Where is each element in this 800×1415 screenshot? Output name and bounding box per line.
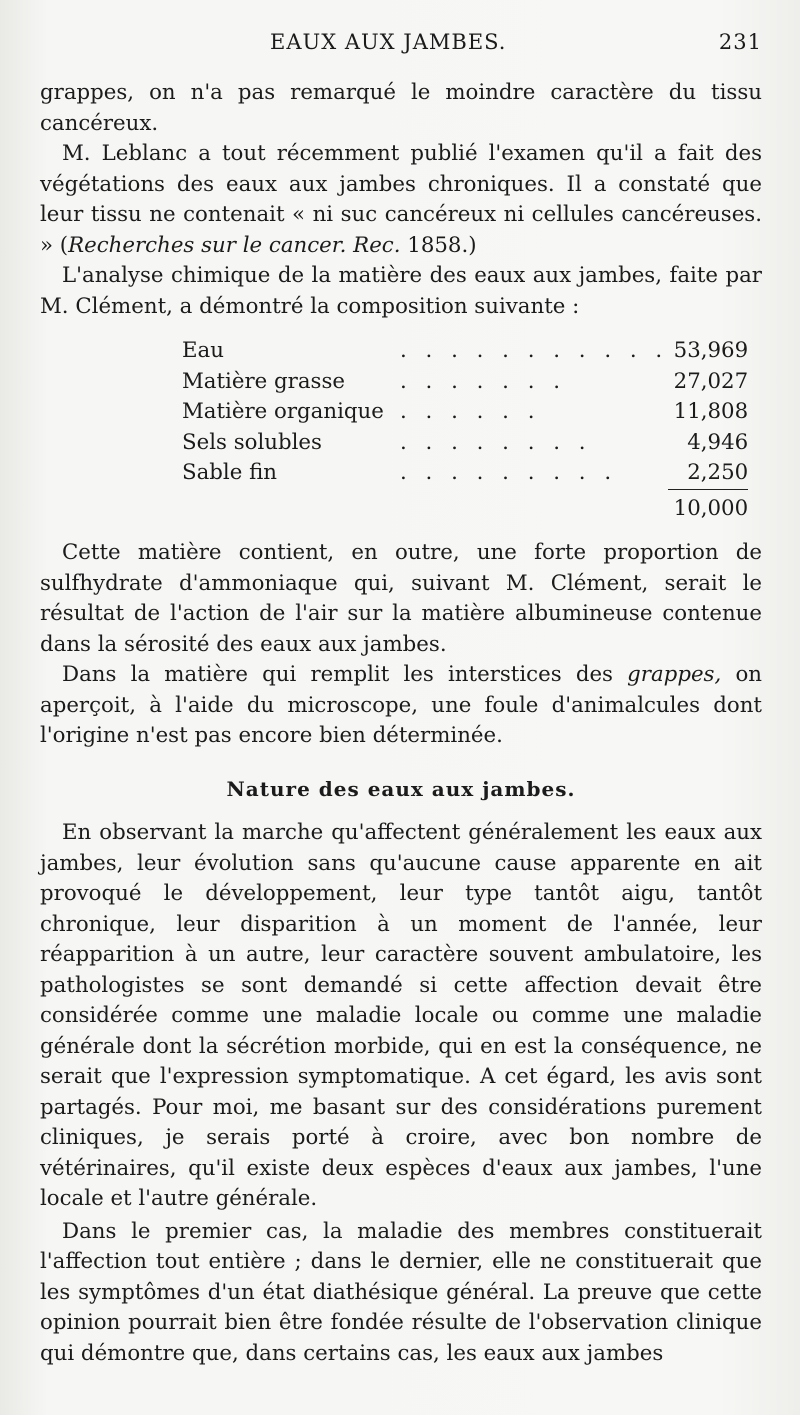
composition-row (182, 397, 748, 428)
page-header (40, 30, 762, 60)
composition-row (182, 428, 748, 459)
paragraph-leblanc (40, 139, 762, 261)
paragraph-premier-cas: Dans le premier cas, la maladie des membres constituerait l'affection tout entière ; dans le dernier, elle ne constituerait que les symptômes d'un état diathésique général. La preuve que cette opinion pourrait bien être fondée résulte de l'observation clinique qui démontre que, dans certains cas, les eaux aux jambes (40, 1218, 762, 1366)
leader-dots: . . . . . . . . . (400, 460, 618, 485)
component-name: Matière organique (182, 399, 384, 424)
composition-row (182, 367, 748, 398)
citation-title: Recherches sur le cancer. Rec. (68, 232, 401, 258)
leader-dots: . . . . . . . (400, 368, 567, 394)
composition-row (182, 458, 748, 489)
running-title: EAUX AUX JAMBES. (270, 30, 507, 54)
composition-total: 10,000 (668, 489, 748, 524)
page-body (40, 78, 762, 1369)
component-value: 11,808 (673, 399, 749, 424)
citation-year: 1858.) (400, 232, 477, 258)
leader-dots: . . . . . . . . . . . (400, 338, 669, 363)
page-number: 231 (718, 30, 762, 54)
paragraph-microscope (40, 660, 762, 752)
composition-total-row (182, 489, 748, 524)
section-heading: Nature des eaux aux jambes. (226, 776, 576, 801)
leader-dots: . . . . . . . . (400, 429, 592, 455)
component-name: Sels solubles (182, 429, 322, 455)
component-value: 27,027 (673, 368, 749, 394)
paragraph-microscope-text: Dans la matière qui remplit les interstices des (62, 662, 628, 687)
component-name: Sable fin (182, 460, 278, 485)
paragraph-continued: grappes, on n'a pas remarqué le moindre caractère du tissu cancéreux. (40, 80, 762, 136)
component-value: 2,250 (687, 460, 749, 485)
leader-dots: . . . . . . (400, 399, 541, 424)
paragraph-sulfhydrate: Cette matière contient, en outre, une forte proportion de sulfhydrate d'ammoniaque qui, suivant M. Clément, serait le résultat de l'action de l'air sur la matière albumineuse contenue dans la sérosité des eaux aux jambes. (40, 540, 762, 657)
composition-table (182, 336, 748, 524)
paragraph-analysis: L'analyse chimique de la matière des eaux aux jambes, faite par M. Clément, a démontré la composition suivante : (40, 263, 762, 319)
italic-term: grappes, (627, 662, 722, 687)
composition-row (182, 336, 748, 367)
component-name: Matière grasse (182, 368, 346, 394)
component-value: 4,946 (687, 429, 749, 455)
component-value: 53,969 (673, 338, 749, 363)
component-name: Eau (182, 338, 224, 363)
paragraph-microscope-rest: on aperçoit, à l'aide du microscope, une foule d'animalcules dont l'origine n'est pas encore bien déterminée. (40, 662, 762, 748)
paragraph-leblanc-text: M. Leblanc a tout récemment publié l'examen qu'il a fait des végétations des eaux aux jambes chroniques. Il a constaté que leur tissu ne contenait « ni suc cancéreux ni cellules cancéreuses. » ( (40, 141, 762, 258)
paragraph-nature: En observant la marche qu'affectent généralement les eaux aux jambes, leur évolution sans qu'aucune cause apparente en ait provoqué le développement, leur type tantôt aigu, tantôt chronique, leur disparition à un moment de l'année, leur réapparition à un autre, leur caractère souvent ambulatoire, les pathologistes se sont demandé si cette affection devait être considérée comme une maladie locale ou comme une maladie générale dont la sécrétion morbide, qui en est la conséquence, ne serait que l'expression symptomatique. A cet égard, les avis sont partagés. Pour moi, me basant sur des considérations purement cliniques, je serais porté à croire, avec bon nombre de vétérinaires, qu'il existe deux espèces d'eaux aux jambes, l'une locale et l'autre générale. (40, 820, 762, 1211)
